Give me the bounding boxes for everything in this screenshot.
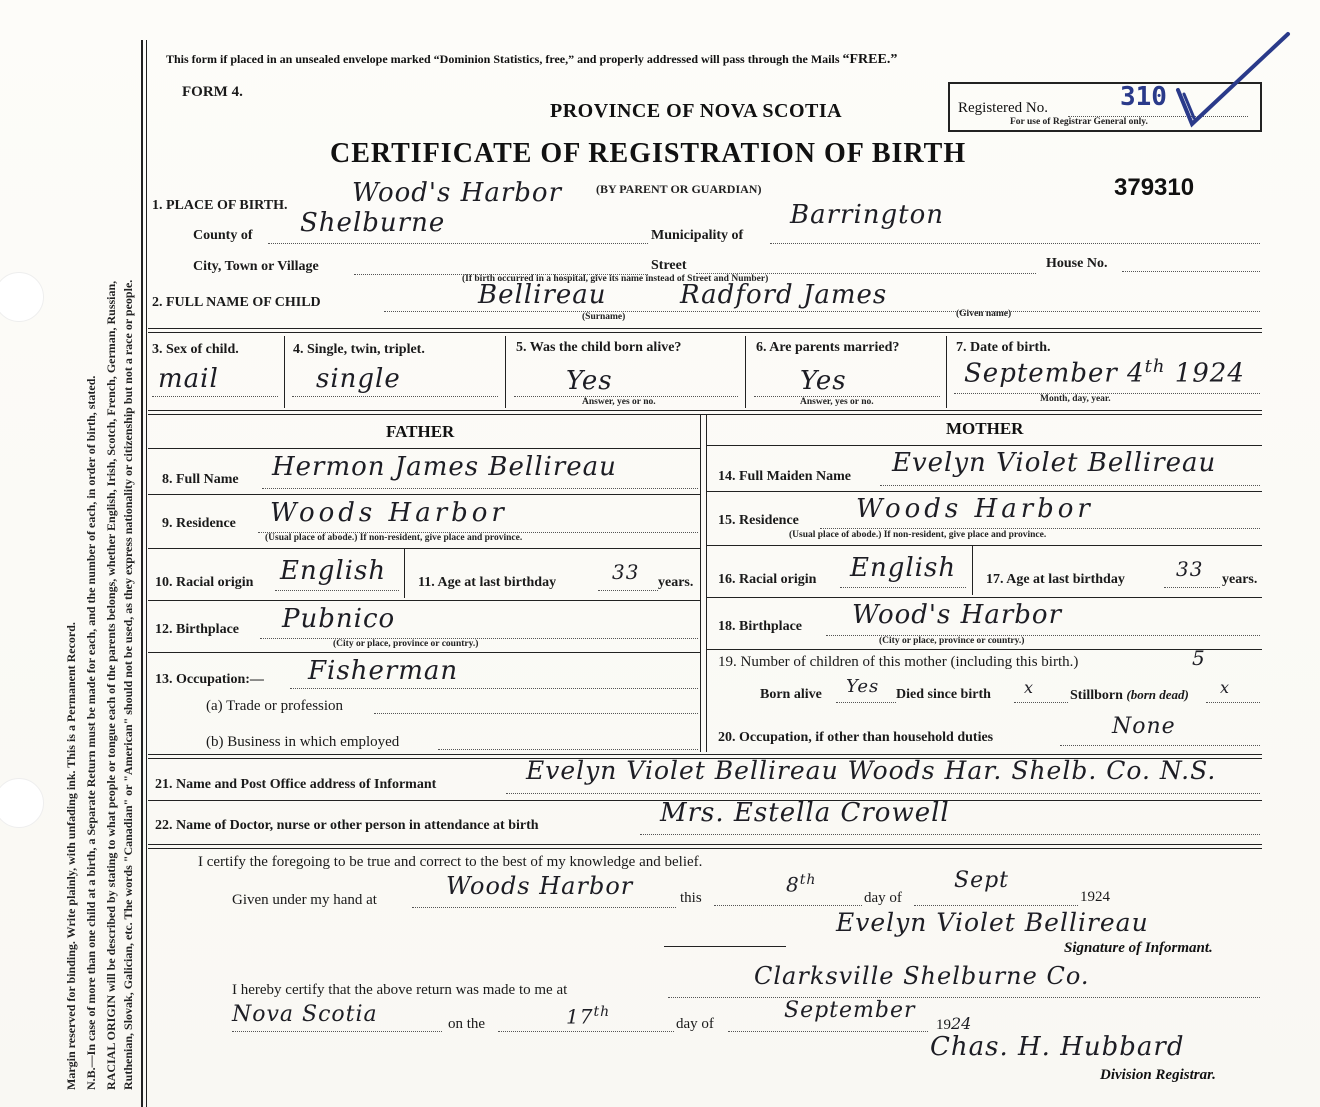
hospital-note: (If birth occurred in a hospital, give its name instead of Street and Number) [462,274,769,284]
mother-birthplace-note: (City or place, province or country.) [879,636,1025,646]
born-alive-value: Yes [846,676,880,697]
registrar-only-note: For use of Registrar General only. [1010,117,1148,127]
died-since-birth-value: x [1024,678,1035,697]
certification-year-value: 1924 [1080,889,1110,905]
province-heading: PROVINCE OF NOVA SCOTIA [550,100,843,122]
father-residence-value: Woods Harbor [270,498,508,528]
father-age-value: 33 [612,560,640,584]
father-birthplace-value: Pubnico [282,604,396,634]
margin-note-multiple-births: N.B.—In case of more than one child at a birth, a Separate Return must be made for each, and the number of each, in order of birth, stated. [84,375,98,1090]
father-age-label: 11. Age at last birthday [418,575,557,590]
certification-statement: I certify the foregoing to be true and correct to the best of my knowledge and belief. [198,854,703,870]
doctor-label: 22. Name of Doctor, nurse or other person in attendance at birth [155,818,539,833]
father-name-value: Hermon James Bellireau [272,452,617,482]
street-label: Street [651,258,687,273]
father-occupation-value: Fisherman [308,656,459,686]
mail-notice: This form if placed in an unsealed envelope marked “Dominion Statistics, free,” and properly addressed will pass through the Mails “FREE.” [166,52,898,67]
by-parent-note: (BY PARENT OR GUARDIAN) [596,182,762,196]
plurality-label: 4. Single, twin, triplet. [293,342,425,357]
mother-residence-label: 15. Residence [718,513,799,528]
registrar-day-value: 17th [566,1004,611,1029]
mother-racial-value: English [850,553,957,583]
mother-birthplace-value: Wood's Harbor [852,600,1062,630]
registrar-month-value: September [784,998,916,1023]
trade-label: (a) Trade or profession [206,698,344,714]
child-name-label: 2. FULL NAME OF CHILD [152,295,321,310]
county-label: County of [193,228,253,243]
father-years-label: years. [658,575,694,590]
municipality-value: Barrington [790,200,945,230]
division-registrar-label: Division Registrar. [1100,1067,1216,1083]
child-surname-value: Bellireau [478,280,607,310]
mother-birthplace-label: 18. Birthplace [718,619,802,634]
mother-years-label: years. [1222,572,1258,587]
check-mark-icon [1170,28,1300,138]
mother-occupation-label: 20. Occupation, if other than household duties [718,730,994,745]
father-abode-note: (Usual place of abode.) If non-resident, give place and province. [265,533,523,543]
parents-married-answer: Yes [800,366,847,396]
mother-residence-value: Woods Harbor [856,494,1094,524]
mother-occupation-value: None [1112,714,1176,739]
mother-racial-label: 16. Racial origin [718,572,817,587]
father-residence-label: 9. Residence [162,516,236,531]
father-racial-value: English [280,556,387,586]
father-occupation-label: 13. Occupation:— [155,672,264,687]
given-under-hand-label: Given under my hand at [232,892,377,908]
place-of-birth-label: 1. PLACE OF BIRTH. [152,198,288,213]
municipality-label: Municipality of [651,228,744,243]
form-number: FORM 4. [182,84,243,100]
punch-hole-top [0,272,44,322]
county-value: Shelburne [300,208,446,238]
business-label: (b) Business in which employed [206,734,400,750]
registrar-day-of-label: day of [676,1016,714,1032]
informant-label: 21. Name and Post Office address of Informant [155,777,437,792]
mother-name-value: Evelyn Violet Bellireau [892,448,1217,478]
mother-abode-note: (Usual place of abode.) If non-resident, give place and province. [789,530,1047,540]
certification-day-value: 8th [786,872,817,897]
parents-married-question: 6. Are parents married? [756,340,900,355]
father-name-label: 8. Full Name [162,472,239,487]
mother-name-label: 14. Full Maiden Name [718,469,851,484]
born-alive-answer: Yes [566,366,613,396]
father-birthplace-note: (City or place, province or country.) [333,639,479,649]
stillborn-label: Stillborn (born dead) [1070,687,1189,703]
plurality-value: single [316,364,401,394]
mother-heading: MOTHER [946,419,1024,438]
registrar-place-value: Clarksville Shelburne Co. [754,962,1090,990]
this-label: this [680,890,702,906]
father-racial-label: 10. Racial origin [155,575,254,590]
registrar-province-value: Nova Scotia [232,1002,378,1027]
died-since-birth-label: Died since birth [896,687,991,702]
city-label: City, Town or Village [193,259,319,274]
on-the-label: on the [448,1016,486,1032]
father-heading: FATHER [386,422,455,441]
house-label: House No. [1046,256,1108,271]
punch-hole-bottom [0,778,44,828]
mother-age-value: 33 [1176,557,1204,581]
child-given-value: Radford James [680,280,888,310]
registered-number: 310 [1120,82,1167,112]
certificate-title: CERTIFICATE OF REGISTRATION OF BIRTH [330,138,967,169]
margin-note-nationality: Ruthenian, Slovak, Galician, etc. The words "Canadian" or "American" should not be used, as they express nationality or citizenship but not a race or people. [121,279,135,1090]
answer-note-married: Answer, yes or no. [800,397,874,407]
serial-number: 379310 [1114,174,1195,201]
children-count-value: 5 [1192,646,1206,670]
born-alive-question: 5. Was the child born alive? [516,340,682,355]
place-of-birth-value: Wood's Harbor [352,178,562,208]
sex-label: 3. Sex of child. [152,342,239,357]
registrar-year: 1924 [936,1014,972,1033]
signature-of-informant-label: Signature of Informant. [1064,940,1213,956]
margin-note-racial-origin: RACIAL ORIGIN will be described by stating to what people or tongue each of the parents belongs, whether English, Irish, Scotch, French, German, Russian, [104,280,118,1090]
certification-month-value: Sept [954,868,1010,893]
margin-rule [141,40,143,1107]
division-registrar-signature: Chas. H. Hubbard [930,1032,1185,1062]
margin-note-binding: Margin reserved for binding. Write plainly, with unfading ink. This is a Permanent Record. [64,622,78,1090]
surname-label: (Surname) [582,312,626,322]
registrar-statement: I hereby certify that the above return was made to me at [232,982,568,998]
informant-signature: Evelyn Violet Bellireau [836,908,1149,937]
father-birthplace-label: 12. Birthplace [155,622,239,637]
date-of-birth-value: September 4th 1924 [964,356,1245,389]
children-count-label: 19. Number of children of this mother (including this birth.) [718,654,1079,670]
given-place-value: Woods Harbor [446,872,634,900]
doctor-value: Mrs. Estella Crowell [660,798,950,828]
mother-age-label: 17. Age at last birthday [986,572,1125,587]
answer-note-alive: Answer, yes or no. [582,397,656,407]
sex-value: mail [158,364,219,394]
margin-rule-inner [146,40,147,1107]
date-of-birth-label: 7. Date of birth. [956,340,1051,355]
stillborn-value: x [1220,678,1231,697]
born-alive-label: Born alive [760,687,822,702]
given-name-label: (Given name) [956,309,1012,319]
day-of-label: day of [864,890,902,906]
informant-value: Evelyn Violet Bellireau Woods Har. Shelb. Co. N.S. [526,756,1217,785]
registered-label: Registered No. [958,100,1048,116]
date-of-birth-note: Month, day, year. [1040,394,1111,404]
